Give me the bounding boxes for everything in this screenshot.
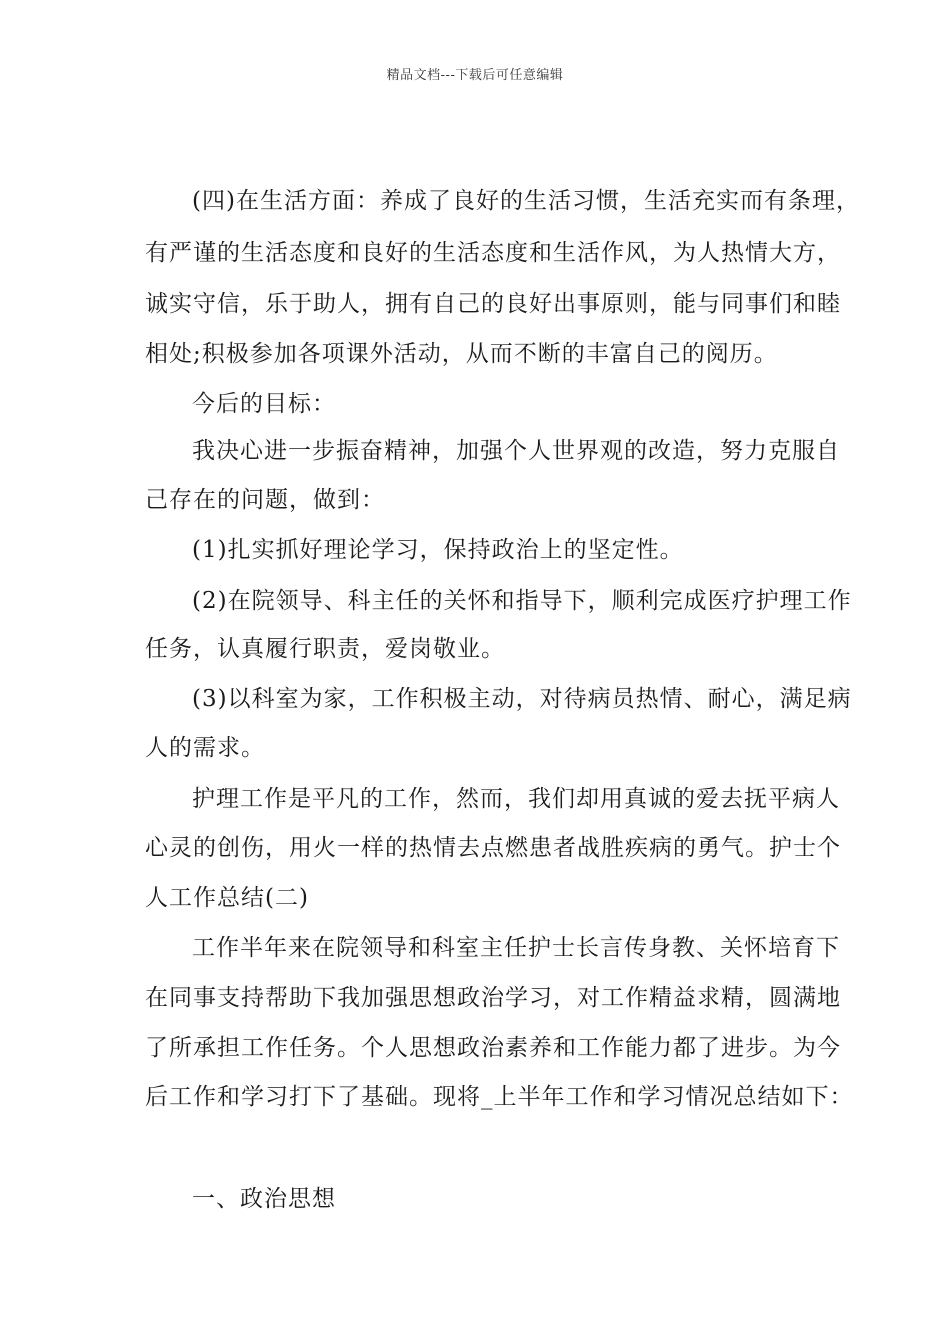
body-line: 人工作总结(二) [145,885,309,911]
body-line: 心灵的创伤，用火一样的热情去点燃患者战胜疾病的勇气。护士个 [145,835,841,861]
body-line: 己存在的问题，做到： [145,487,385,513]
page-header: 精品文档---下载后可任意编辑 [386,68,564,83]
body-line: 工作半年来在院领导和科室主任护士长言传身教、关怀培育下 [192,935,840,961]
body-line: 后工作和学习打下了基础。现将_上半年工作和学习情况总结如下： [145,1084,854,1110]
body-line: 我决心进一步振奋精神，加强个人世界观的改造，努力克服自 [192,438,840,464]
body-line: 护理工作是平凡的工作，然而，我们却用真诚的爱去抚平病人 [192,786,840,812]
body-line: 在同事支持帮助下我加强思想政治学习，对工作精益求精，圆满地 [145,985,841,1011]
body-line: (3)以科室为家，工作积极主动，对待病员热情、耐心，满足病 [192,686,852,712]
body-line: (1)扎实抓好理论学习，保持政治上的坚定性。 [192,537,684,563]
body-line: 相处;积极参加各项课外活动，从而不断的丰富自己的阅历。 [145,341,778,367]
body-line: (2)在院领导、科主任的关怀和指导下，顺利完成医疗护理工作 [192,588,852,614]
body-line: 人的需求。 [145,735,265,761]
body-line: 有严谨的生活态度和良好的生活态度和生活作风，为人热情大方， [145,240,841,266]
body-line: 今后的目标： [192,391,336,417]
body-line: 任务，认真履行职责，爱岗敬业。 [145,636,505,662]
body-line: (四)在生活方面：养成了良好的生活习惯，生活充实而有条理， [192,188,860,214]
body-line: 诚实守信，乐于助人，拥有自己的良好出事原则，能与同事们和睦 [145,291,841,317]
body-line: 了所承担工作任务。个人思想政治素养和工作能力都了进步。为今 [145,1035,841,1061]
section-heading: 一、政治思想 [192,1186,336,1212]
